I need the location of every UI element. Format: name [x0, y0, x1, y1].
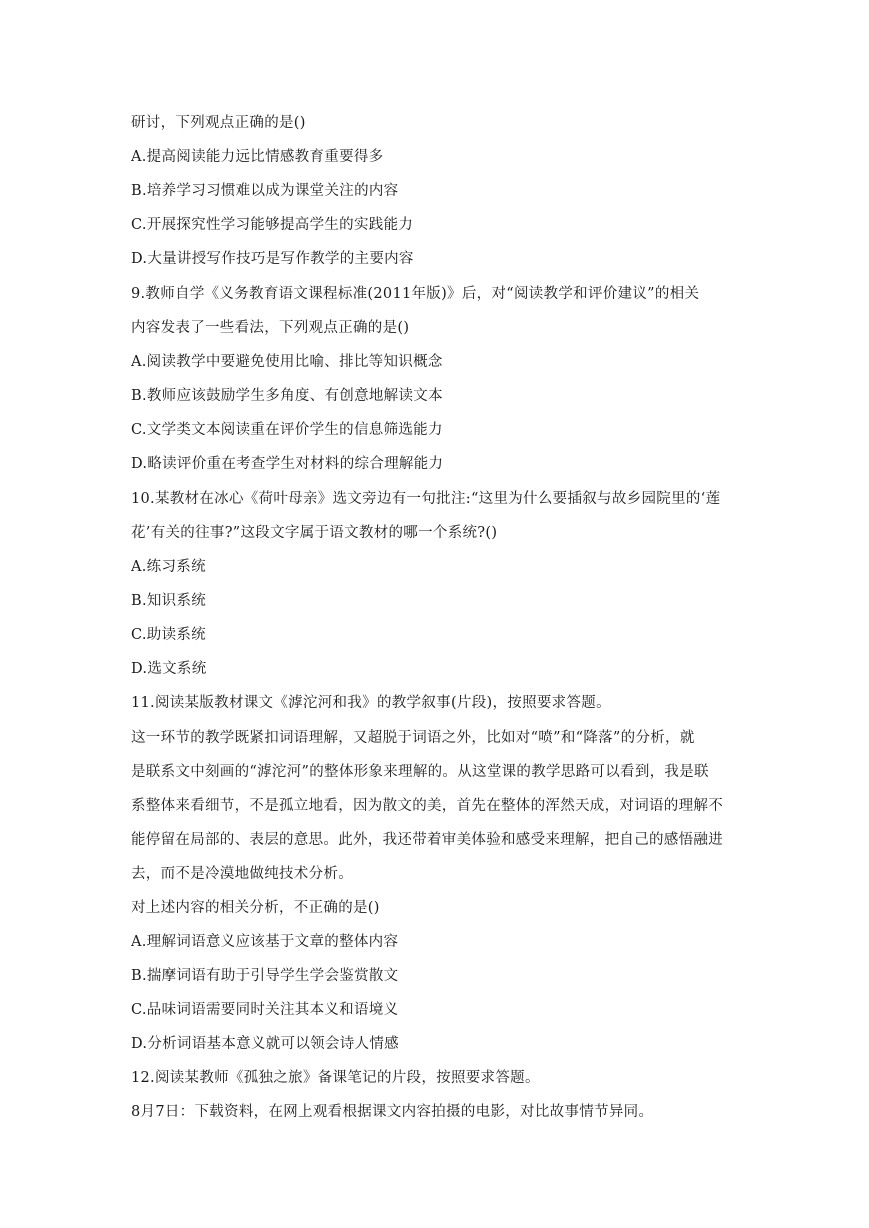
option-line: B.揣摩词语有助于引导学生学会鉴赏散文: [131, 968, 399, 984]
option-line: A.理解词语意义应该基于文章的整体内容: [131, 934, 399, 950]
passage-line: 这一环节的教学既紧扣词语理解，又超脱于词语之外，比如对“喷”和“降落”的分析，就: [131, 730, 695, 746]
option-line: A.阅读教学中要避免使用比喻、排比等知识概念: [131, 354, 443, 370]
option-line: B.培养学习习惯难以成为课堂关注的内容: [131, 183, 399, 199]
option-line: A.提高阅读能力远比情感教育重要得多: [131, 149, 384, 165]
question-line: 内容发表了一些看法，下列观点正确的是(): [131, 320, 410, 336]
question-line: 10.某教材在冰心《荷叶母亲》选文旁边有一句批注:“这里为什么要插叙与故乡园院里的‘莲: [131, 491, 721, 507]
passage-line: 系整体来看细节，不是孤立地看，因为散文的美，首先在整体的浑然天成，对词语的理解不: [131, 798, 723, 814]
option-line: C.品味词语需要同时关注其本义和语境义: [131, 1002, 399, 1018]
option-line: B.教师应该鼓励学生多角度、有创意地解读文本: [131, 388, 443, 404]
passage-line: 去，而不是冷漠地做纯技术分析。: [131, 866, 353, 882]
passage-line: 是联系文中刻画的“滹沱河”的整体形象来理解的。从这堂课的教学思路可以看到，我是联: [131, 764, 709, 780]
passage-line: 能停留在局部的、表层的意思。此外，我还带着审美体验和感受来理解，把自己的感悟融进: [131, 832, 723, 848]
question-line: 9.教师自学《义务教育语文课程标准(2011年版)》后，对“阅读教学和评价建议”的相关: [131, 286, 700, 302]
question-line: 11.阅读某版教材课文《滹沱河和我》的教学叙事(片段)，按照要求答题。: [131, 695, 611, 711]
option-line: D.大量讲授写作技巧是写作教学的主要内容: [131, 251, 414, 267]
option-line: B.知识系统: [131, 593, 207, 609]
question-line: 12.阅读某教师《孤独之旅》备课笔记的片段，按照要求答题。: [131, 1070, 540, 1086]
passage-line: 8月7日：下载资料，在网上观看根据课文内容拍摄的电影，对比故事情节异同。: [131, 1104, 654, 1120]
option-line: C.开展探究性学习能够提高学生的实践能力: [131, 217, 414, 233]
question-line: 对上述内容的相关分析，不正确的是(): [131, 900, 380, 916]
option-line: C.助读系统: [131, 627, 206, 643]
option-line: A.练习系统: [131, 559, 206, 575]
option-line: C.文学类文本阅读重在评价学生的信息筛选能力: [131, 422, 443, 438]
question-line: 花’有关的往事?”这段文字属于语文教材的哪一个系统?(): [131, 525, 498, 541]
option-line: D.略读评价重在考查学生对材料的综合理解能力: [131, 456, 444, 472]
text-line: 研讨，下列观点正确的是(): [131, 115, 306, 131]
option-line: D.选文系统: [131, 661, 207, 677]
option-line: D.分析词语基本意义就可以领会诗人情感: [131, 1036, 399, 1052]
